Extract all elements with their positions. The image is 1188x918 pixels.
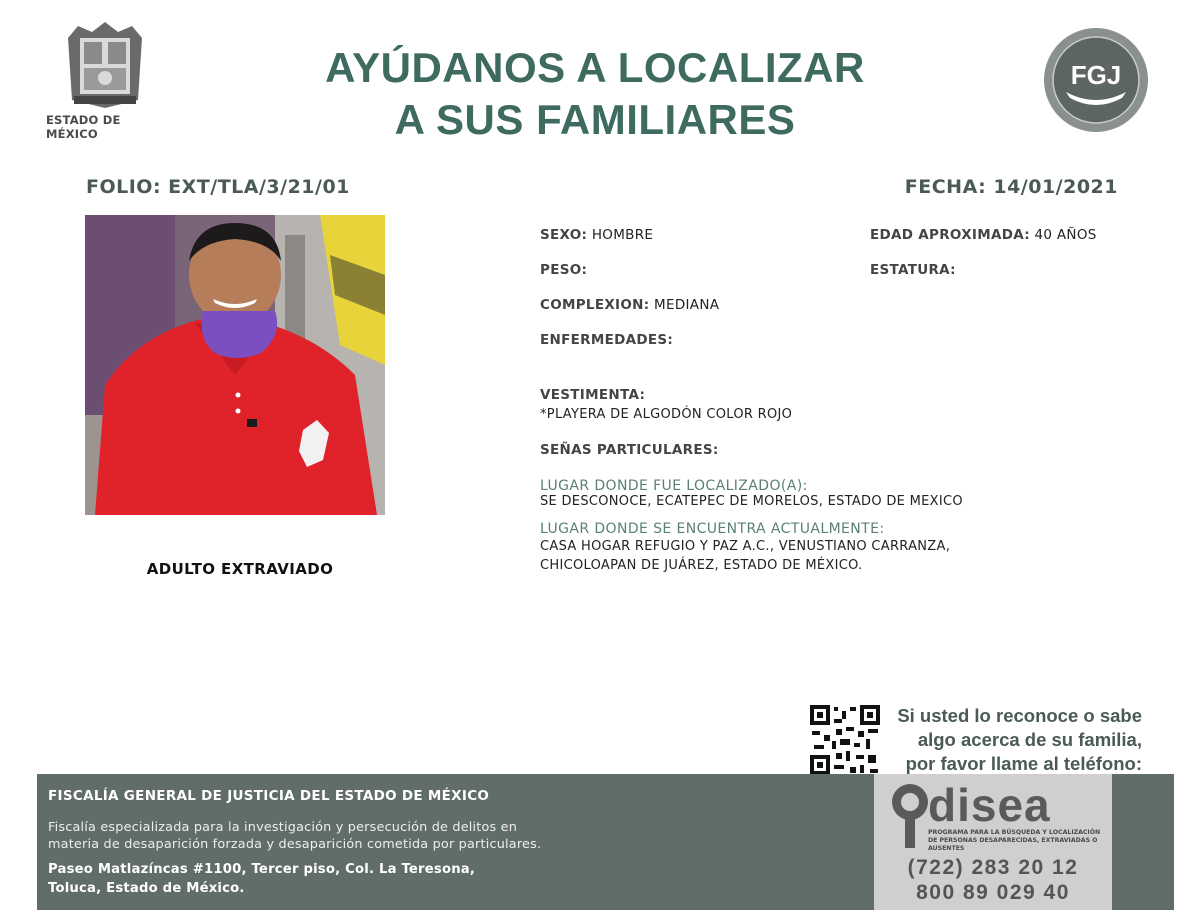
lugar-actual-line-2: CHICOLOAPAN DE JUÁREZ, ESTADO DE MÉXICO.: [540, 558, 863, 573]
title-line-1: AYÚDANOS A LOCALIZAR: [325, 44, 865, 91]
footer-addr-line-2: Toluca, Estado de México.: [48, 881, 245, 896]
complexion-value: MEDIANA: [654, 297, 720, 313]
phone-number-2[interactable]: 800 89 029 40: [916, 881, 1070, 904]
senas-label: SEÑAS PARTICULARES:: [540, 442, 719, 458]
lugar-localizado-value: SE DESCONOCE, ECATEPEC DE MORELOS, ESTADO DE MEXICO: [540, 494, 963, 509]
footer-title: FISCALÍA GENERAL DE JUSTICIA DEL ESTADO DE MÉXICO: [48, 788, 490, 804]
fgj-text: FGJ: [1070, 60, 1122, 90]
person-photo: [85, 215, 385, 515]
edad-label: EDAD APROXIMADA:: [870, 227, 1030, 243]
odisea-sub-line-3: AUSENTES: [928, 845, 965, 852]
fgj-seal-logo: [1042, 26, 1150, 134]
sexo-field: [540, 227, 653, 243]
sexo-value: HOMBRE: [591, 227, 654, 243]
footer-address: [48, 860, 668, 898]
footer-description: [48, 819, 668, 853]
lugar-actual-label: LUGAR DONDE SE ENCUENTRA ACTUALMENTE:: [540, 521, 885, 537]
footer-addr-line-1: Paseo Matlazíncas #1100, Tercer piso, Col. La Teresona,: [48, 862, 476, 877]
odisea-wordmark: disea: [928, 779, 1051, 831]
title-line-2: A SUS FAMILIARES: [394, 96, 796, 143]
complexion-label: COMPLEXION:: [540, 297, 650, 313]
odisea-subtitle: [928, 829, 1103, 853]
peso-field: [540, 262, 587, 278]
footer-desc-line-2: materia de desaparición forzada y desaparición cometida por particulares.: [48, 837, 542, 852]
photo-caption: ADULTO EXTRAVIADO: [146, 560, 334, 578]
vestimenta-label: VESTIMENTA:: [540, 387, 646, 403]
vestimenta-value: *PLAYERA DE ALGODÓN COLOR ROJO: [540, 407, 793, 422]
contact-line-2: algo acerca de su familia,: [917, 729, 1142, 750]
sexo-label: SEXO:: [540, 227, 588, 243]
footer-desc-line-1: Fiscalía especializada para la investigación y persecución de delitos en: [48, 820, 518, 835]
odisea-sub-line-1: PROGRAMA PARA LA BÚSQUEDA Y LOCALIZACIÓN: [928, 829, 1101, 836]
edad-field: [870, 227, 1097, 243]
state-caption: ESTADO DE MÉXICO: [46, 113, 121, 141]
contact-message: [870, 704, 1142, 776]
page-title: [250, 42, 940, 146]
fecha: FECHA: 14/01/2021: [904, 176, 1118, 198]
edad-value: 40 AÑOS: [1034, 227, 1097, 243]
lugar-actual-line-1: CASA HOGAR REFUGIO Y PAZ A.C., VENUSTIANO CARRANZA,: [540, 539, 951, 554]
person-photo-illustration: [85, 215, 385, 515]
estatura-label: ESTATURA:: [870, 262, 956, 278]
peso-label: PESO:: [540, 262, 588, 278]
contact-line-1: Si usted lo reconoce o sabe: [897, 705, 1142, 726]
estatura-field: [870, 262, 956, 278]
folio: FOLIO: EXT/TLA/3/21/01: [86, 176, 350, 198]
complexion-field: [540, 297, 719, 313]
lugar-localizado-label: LUGAR DONDE FUE LOCALIZADO(A):: [540, 478, 808, 494]
odisea-pin-icon: [888, 782, 932, 850]
enfermedades-label: ENFERMEDADES:: [540, 332, 674, 348]
estado-de-mexico-logo: [62, 20, 148, 110]
odisea-sub-line-2: DE PERSONAS DESAPARECIDAS, EXTRAVIADAS O: [928, 837, 1098, 844]
contact-line-3: por favor llame al teléfono:: [905, 753, 1142, 774]
phone-number-1[interactable]: (722) 283 20 12: [907, 856, 1079, 879]
